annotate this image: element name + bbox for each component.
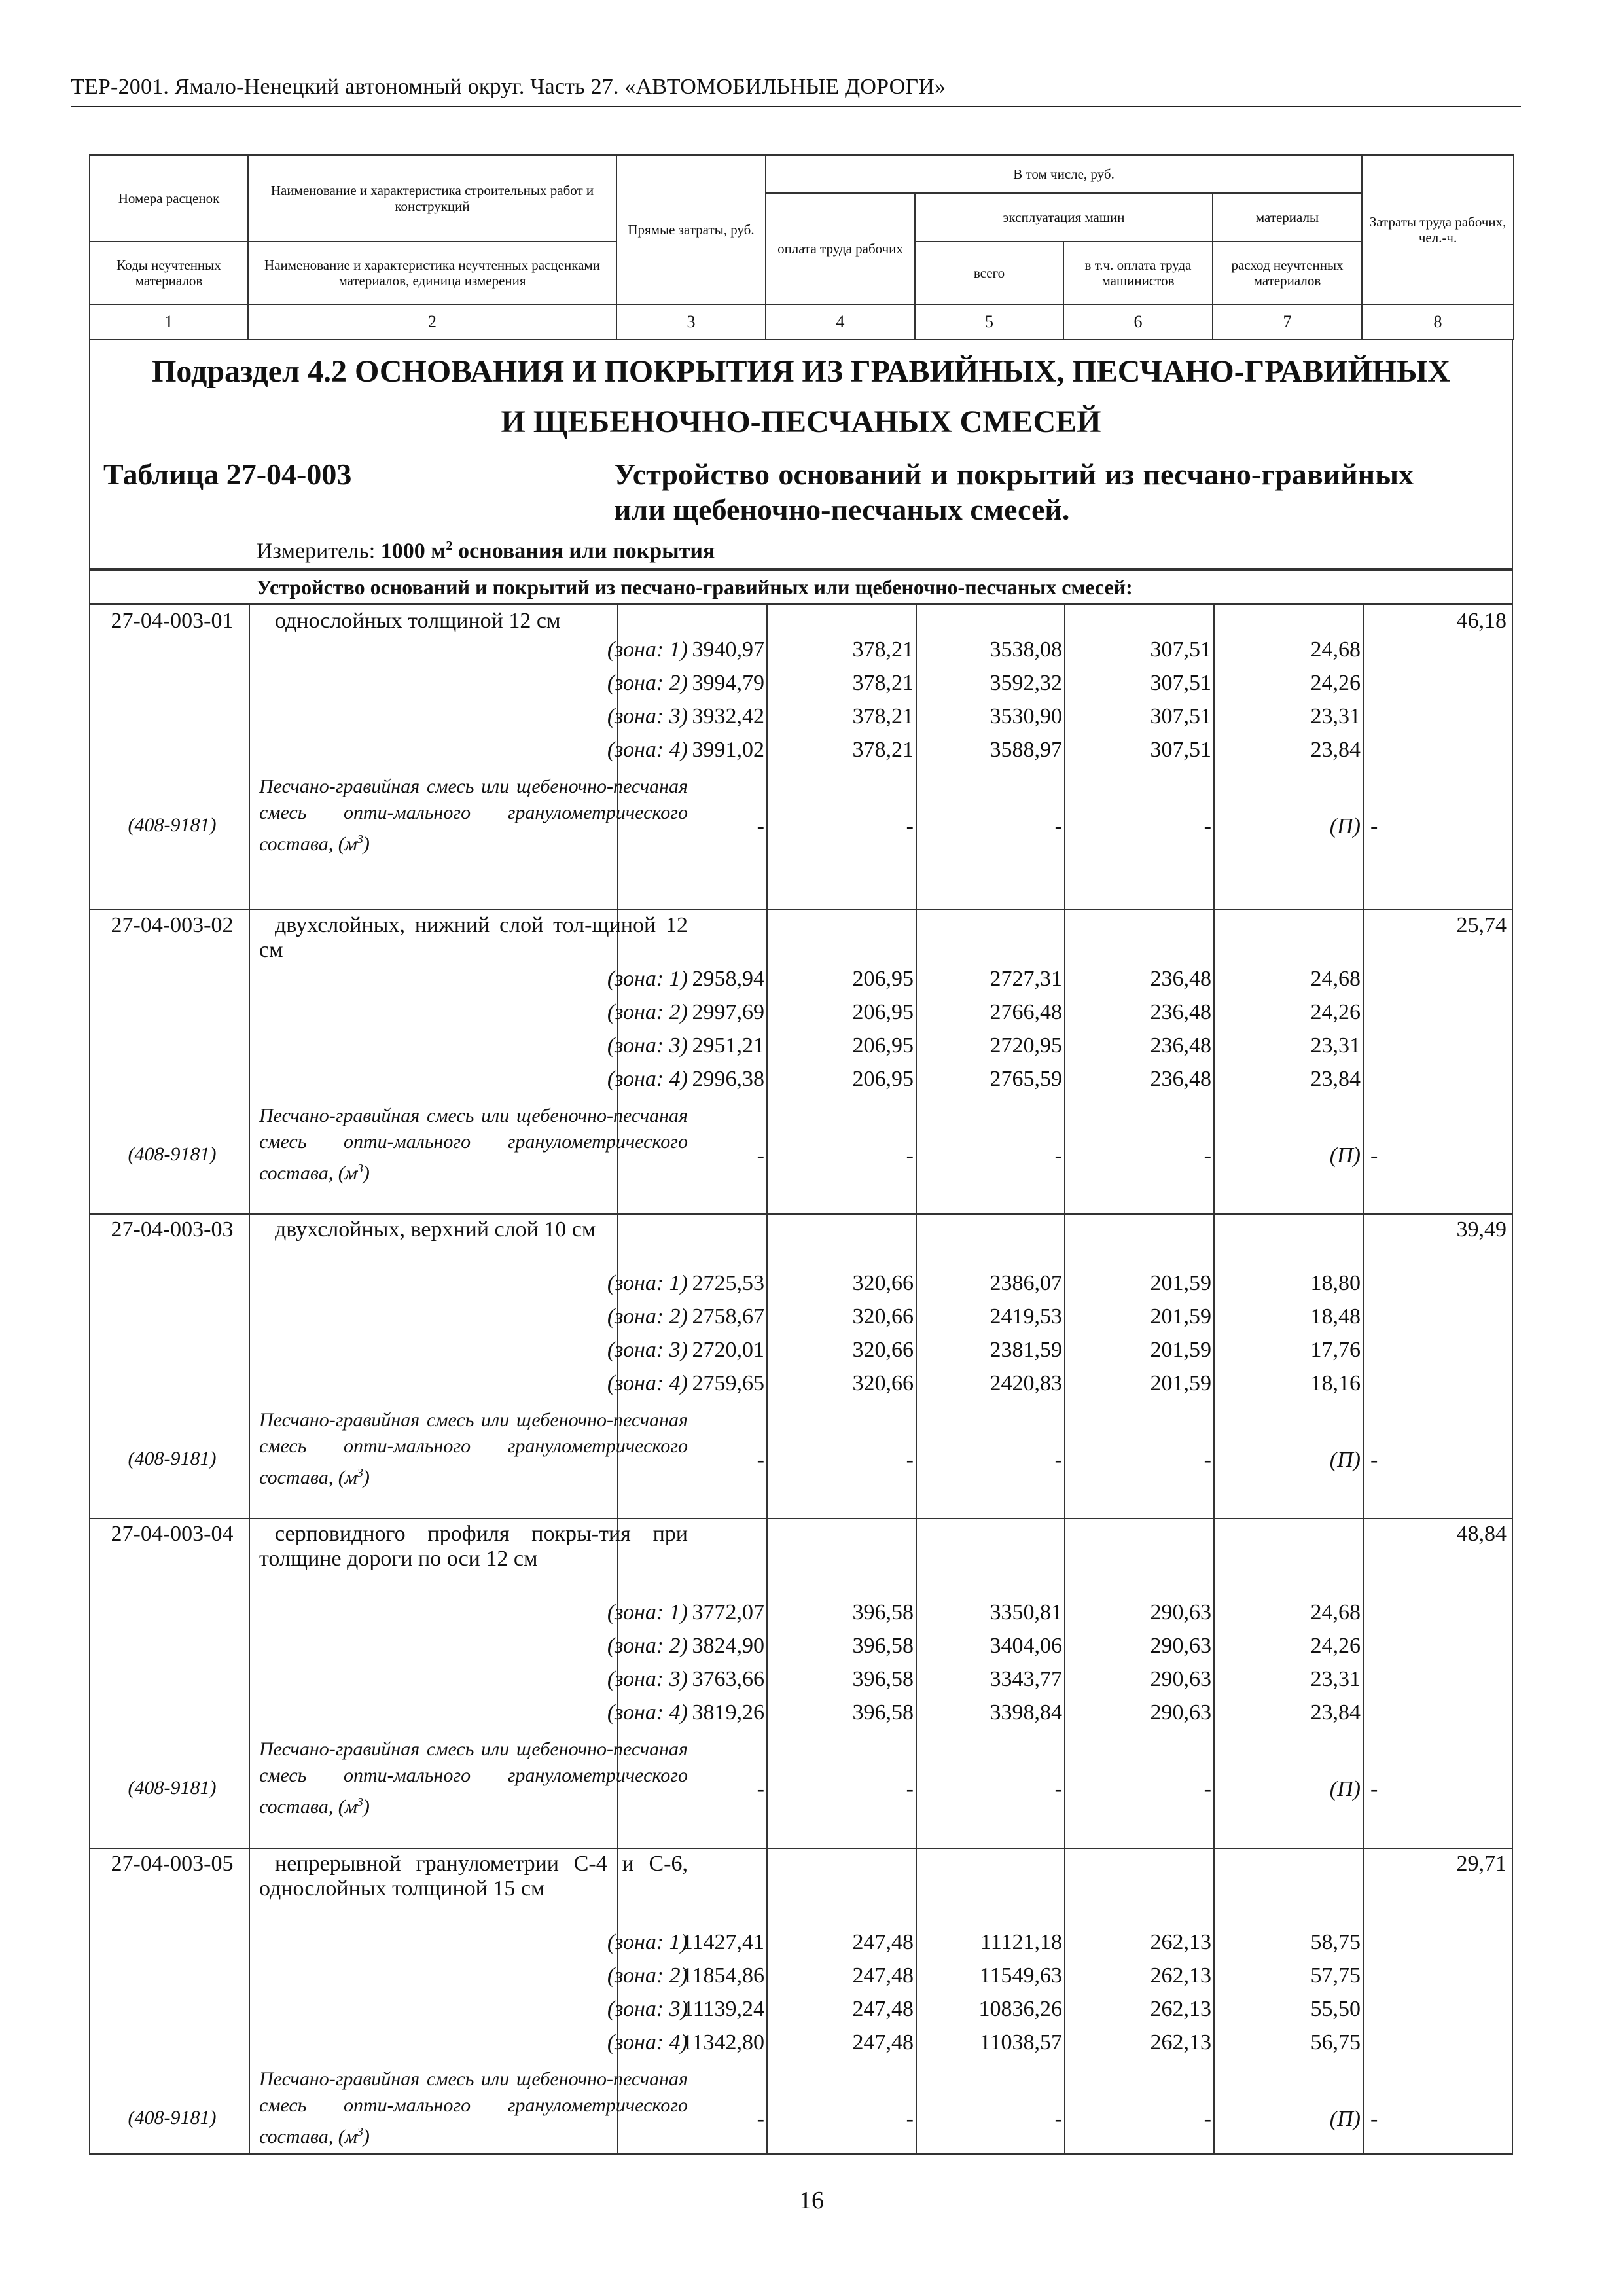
zone-value: 307,51 <box>1150 671 1211 696</box>
column-header-table <box>89 154 1514 340</box>
zone-value: 307,51 <box>1150 704 1211 729</box>
zone-value: 3588,97 <box>990 738 1062 762</box>
labor-cost: 48,84 <box>1456 1522 1507 1547</box>
zone-value: 2951,21 <box>692 1033 764 1058</box>
col-number: 6 <box>1063 304 1213 340</box>
material-text-close: ) <box>363 833 370 855</box>
zone-value: 201,59 <box>1150 1371 1211 1396</box>
zone-value: 55,50 <box>1310 1997 1361 2022</box>
zone-value: 2720,01 <box>692 1338 764 1363</box>
header-col5: всего <box>915 242 1063 304</box>
material-text: Песчано-гравийная смесь или щебеночно-песчаная смесь опти-мального гранулометрического состава, (м <box>259 1409 688 1489</box>
zone-value: 247,48 <box>852 1964 914 1988</box>
material-text-close: ) <box>363 1796 370 1818</box>
header-col8: Затраты труда рабочих, чел.-ч. <box>1362 155 1514 304</box>
section-block <box>89 340 1513 569</box>
zone-label: (зона: 2) <box>607 1634 688 1659</box>
zone-label: (зона: 1) <box>607 1271 688 1296</box>
zone-value: 11427,41 <box>681 1930 764 1955</box>
zone-value: 11342,80 <box>681 2030 764 2055</box>
zone-value: 3994,79 <box>692 671 764 696</box>
zone-value: 23,31 <box>1310 704 1361 729</box>
zone-value: 201,59 <box>1150 1338 1211 1363</box>
section-title-line2: И ЩЕБЕНОЧНО-ПЕСЧАНЫХ СМЕСЕЙ <box>501 404 1101 439</box>
zone-value: 24,68 <box>1310 1600 1361 1625</box>
zone-value: 320,66 <box>852 1304 914 1329</box>
rate-description: двухслойных, нижний слой тол-щиной 12 см <box>259 913 688 963</box>
zone-value: 23,31 <box>1310 1033 1361 1058</box>
zone-value: 247,48 <box>852 1930 914 1955</box>
material-dash: - <box>757 1143 764 1168</box>
zone-label: (зона: 3) <box>607 1997 688 2022</box>
labor-cost: 46,18 <box>1456 609 1507 634</box>
measure-sup: 2 <box>446 539 453 553</box>
zone-value: 378,21 <box>852 738 914 762</box>
measure-line <box>257 528 1512 568</box>
zone-value: 3404,06 <box>990 1634 1062 1659</box>
zone-value: 3350,81 <box>990 1600 1062 1625</box>
zone-value: 3991,02 <box>692 738 764 762</box>
header-col4: оплата труда рабочих <box>766 193 915 304</box>
material-dash: - <box>906 2107 914 2132</box>
zone-value: 320,66 <box>852 1271 914 1296</box>
material-dash: - <box>1054 814 1062 839</box>
zone-label: (зона: 4) <box>607 1700 688 1725</box>
material-dash: - <box>1370 1448 1378 1473</box>
material-dash: - <box>757 1448 764 1473</box>
material-dash: - <box>1370 1777 1378 1802</box>
material-dash: - <box>906 1143 914 1168</box>
zone-value: 2420,83 <box>990 1371 1062 1396</box>
section-title-line1: Подраздел 4.2 ОСНОВАНИЯ И ПОКРЫТИЯ ИЗ ГРАВИЙНЫХ, ПЕСЧАНО-ГРАВИЙНЫХ <box>152 354 1450 389</box>
col-number: 4 <box>766 304 915 340</box>
zone-value: 3398,84 <box>990 1700 1062 1725</box>
material-text-close: ) <box>363 2126 370 2148</box>
zone-value: 206,95 <box>852 1000 914 1025</box>
material-dash: - <box>757 2107 764 2132</box>
material-dash: - <box>1054 1777 1062 1802</box>
zone-value: 320,66 <box>852 1338 914 1363</box>
zone-label: (зона: 2) <box>607 671 688 696</box>
material-dash: - <box>1204 814 1211 839</box>
table-number: Таблица 27-04-003 <box>103 457 352 491</box>
zone-value: 2996,38 <box>692 1067 764 1092</box>
zone-label: (зона: 3) <box>607 1033 688 1058</box>
zone-value: 18,80 <box>1310 1271 1361 1296</box>
zone-value: 3772,07 <box>692 1600 764 1625</box>
rate-description: непрерывной гранулометрии С-4 и С-6, однослойных толщиной 15 см <box>259 1852 688 1901</box>
material-unit-sup: 3 <box>357 833 363 846</box>
header-col2-top: Наименование и характеристика строительных работ и конструкций <box>248 155 616 242</box>
rate-block <box>90 1213 1512 1518</box>
zone-value: 2727,31 <box>990 967 1062 992</box>
rate-block <box>90 605 1512 909</box>
zone-value: 11854,86 <box>681 1964 764 1988</box>
zone-label: (зона: 4) <box>607 1371 688 1396</box>
zone-value: 201,59 <box>1150 1304 1211 1329</box>
material-text: Песчано-гравийная смесь или щебеночно-песчаная смесь опти-мального гранулометрического состава, (м <box>259 1738 688 1818</box>
material-dash: - <box>1054 1143 1062 1168</box>
measure-label: Измеритель: <box>257 539 376 564</box>
zone-label: (зона: 4) <box>607 1067 688 1092</box>
zone-label: (зона: 1) <box>607 967 688 992</box>
zone-value: 247,48 <box>852 1997 914 2022</box>
zone-value: 23,84 <box>1310 1700 1361 1725</box>
measure-value: 1000 м <box>380 539 446 564</box>
zone-value: 206,95 <box>852 1067 914 1092</box>
zone-value: 206,95 <box>852 967 914 992</box>
material-code: (408-9181) <box>128 1777 217 1799</box>
zone-value: 17,76 <box>1310 1338 1361 1363</box>
zone-value: 378,21 <box>852 671 914 696</box>
material-unit-sup: 3 <box>357 1466 363 1480</box>
zone-value: 3932,42 <box>692 704 764 729</box>
header-machines: эксплуатация машин <box>915 193 1213 242</box>
col-number: 2 <box>248 304 616 340</box>
material-code: (408-9181) <box>128 814 217 836</box>
zone-label: (зона: 1) <box>607 637 688 662</box>
header-col1-top: Номера расценок <box>90 155 248 242</box>
material-dash: - <box>906 814 914 839</box>
material-dash: - <box>1054 2107 1062 2132</box>
rate-description: однослойных толщиной 12 см <box>275 609 561 634</box>
header-col2-bottom: Наименование и характеристика неучтенных расценками материалов, единица измерения <box>248 242 616 304</box>
zone-label: (зона: 4) <box>607 2030 688 2055</box>
labor-cost: 39,49 <box>1456 1217 1507 1242</box>
zone-label: (зона: 2) <box>607 1000 688 1025</box>
rate-block <box>90 909 1512 1213</box>
table-title <box>90 457 1512 528</box>
zone-label: (зона: 3) <box>607 704 688 729</box>
zone-value: 2759,65 <box>692 1371 764 1396</box>
rates-table-frame <box>89 154 1513 2155</box>
material-dash: - <box>1204 1143 1211 1168</box>
material-text-close: ) <box>363 1467 370 1489</box>
zone-value: 320,66 <box>852 1371 914 1396</box>
material-p-mark: (П) <box>1329 1448 1361 1473</box>
rate-code: 27-04-003-03 <box>111 1217 234 1242</box>
zone-value: 58,75 <box>1310 1930 1361 1955</box>
col-number: 8 <box>1362 304 1514 340</box>
col-number: 7 <box>1213 304 1362 340</box>
zone-value: 236,48 <box>1150 1067 1211 1092</box>
zone-value: 378,21 <box>852 637 914 662</box>
zone-label: (зона: 1) <box>607 1930 688 1955</box>
zone-value: 201,59 <box>1150 1271 1211 1296</box>
material-dash: - <box>1370 2107 1378 2132</box>
zone-value: 24,68 <box>1310 967 1361 992</box>
rate-block <box>90 1848 1512 2178</box>
material-text: Песчано-гравийная смесь или щебеночно-песчаная смесь опти-мального гранулометрического состава, (м <box>259 1105 688 1185</box>
header-rule <box>71 106 1521 107</box>
zone-value: 11121,18 <box>980 1930 1062 1955</box>
zone-label: (зона: 2) <box>607 1304 688 1329</box>
zone-value: 2758,67 <box>692 1304 764 1329</box>
material-p-mark: (П) <box>1329 2107 1361 2132</box>
zone-value: 206,95 <box>852 1033 914 1058</box>
labor-cost: 25,74 <box>1456 913 1507 938</box>
zone-value: 3343,77 <box>990 1667 1062 1692</box>
zone-value: 56,75 <box>1310 2030 1361 2055</box>
zone-label: (зона: 4) <box>607 738 688 762</box>
zone-value: 2419,53 <box>990 1304 1062 1329</box>
rates-subheading: Устройство оснований и покрытий из песчано-гравийных или щебеночно-песчаных смесей: <box>90 571 1512 605</box>
col-number: 1 <box>90 304 248 340</box>
material-unit-sup: 3 <box>357 1162 363 1175</box>
material-dash: - <box>1370 1143 1378 1168</box>
zone-value: 2720,95 <box>990 1033 1062 1058</box>
zone-value: 262,13 <box>1150 1930 1211 1955</box>
material-dash: - <box>757 1777 764 1802</box>
zone-value: 307,51 <box>1150 637 1211 662</box>
zone-value: 11549,63 <box>979 1964 1062 1988</box>
material-dash: - <box>1204 1777 1211 1802</box>
material-code: (408-9181) <box>128 1448 217 1470</box>
zone-value: 307,51 <box>1150 738 1211 762</box>
material-code: (408-9181) <box>128 1143 217 1166</box>
rates-body <box>89 569 1513 2155</box>
material-dash: - <box>906 1777 914 1802</box>
measure-rest: основания или покрытия <box>458 539 715 564</box>
zone-value: 2766,48 <box>990 1000 1062 1025</box>
zone-value: 290,63 <box>1150 1667 1211 1692</box>
zone-value: 396,58 <box>852 1600 914 1625</box>
material-code: (408-9181) <box>128 2107 217 2129</box>
zone-value: 236,48 <box>1150 1000 1211 1025</box>
rate-code: 27-04-003-05 <box>111 1852 234 1876</box>
zone-value: 23,84 <box>1310 1067 1361 1092</box>
header-col1-bottom: Коды неучтенных материалов <box>90 242 248 304</box>
material-dash: - <box>906 1448 914 1473</box>
zone-value: 396,58 <box>852 1700 914 1725</box>
zone-value: 3763,66 <box>692 1667 764 1692</box>
zone-value: 262,13 <box>1150 2030 1211 2055</box>
zone-value: 2765,59 <box>990 1067 1062 1092</box>
zone-label: (зона: 3) <box>607 1667 688 1692</box>
zone-value: 3592,32 <box>990 671 1062 696</box>
zone-value: 3819,26 <box>692 1700 764 1725</box>
zone-label: (зона: 2) <box>607 1964 688 1988</box>
header-incl: В том числе, руб. <box>766 155 1362 193</box>
zone-value: 18,48 <box>1310 1304 1361 1329</box>
material-unit-sup: 3 <box>357 2125 363 2139</box>
zone-value: 3530,90 <box>990 704 1062 729</box>
zone-value: 247,48 <box>852 2030 914 2055</box>
material-text: Песчано-гравийная смесь или щебеночно-песчаная смесь опти-мального гранулометрического состава, (м <box>259 776 688 855</box>
material-p-mark: (П) <box>1329 814 1361 839</box>
material-text: Песчано-гравийная смесь или щебеночно-песчаная смесь опти-мального гранулометрического состава, (м <box>259 2068 688 2148</box>
zone-value: 396,58 <box>852 1634 914 1659</box>
zone-value: 24,26 <box>1310 1000 1361 1025</box>
zone-value: 3538,08 <box>990 637 1062 662</box>
zone-value: 23,31 <box>1310 1667 1361 1692</box>
material-dash: - <box>1204 2107 1211 2132</box>
zone-value: 24,68 <box>1310 637 1361 662</box>
material-dash: - <box>1204 1448 1211 1473</box>
zone-value: 396,58 <box>852 1667 914 1692</box>
zone-value: 290,63 <box>1150 1700 1211 1725</box>
zone-value: 378,21 <box>852 704 914 729</box>
zone-value: 262,13 <box>1150 1997 1211 2022</box>
zone-value: 11139,24 <box>683 1997 764 2022</box>
zone-value: 236,48 <box>1150 967 1211 992</box>
material-p-mark: (П) <box>1329 1777 1361 1802</box>
zone-label: (зона: 3) <box>607 1338 688 1363</box>
column-number-row <box>90 304 1514 340</box>
rate-description: серповидного профиля покры-тия при толщине дороги по оси 12 см <box>259 1522 688 1571</box>
col-number: 5 <box>915 304 1063 340</box>
col-number: 3 <box>616 304 766 340</box>
zone-value: 290,63 <box>1150 1600 1211 1625</box>
zone-value: 290,63 <box>1150 1634 1211 1659</box>
zone-value: 2725,53 <box>692 1271 764 1296</box>
zone-value: 3940,97 <box>692 637 764 662</box>
rate-code: 27-04-003-02 <box>111 913 234 938</box>
zone-value: 2381,59 <box>990 1338 1062 1363</box>
page-number: 16 <box>799 2187 824 2214</box>
zone-value: 262,13 <box>1150 1964 1211 1988</box>
zone-value: 2958,94 <box>692 967 764 992</box>
zone-value: 18,16 <box>1310 1371 1361 1396</box>
header-materials: материалы <box>1213 193 1362 242</box>
material-dash: - <box>1054 1448 1062 1473</box>
rate-code: 27-04-003-04 <box>111 1522 234 1547</box>
zone-value: 236,48 <box>1150 1033 1211 1058</box>
zone-value: 57,75 <box>1310 1964 1361 1988</box>
zone-value: 10836,26 <box>978 1997 1062 2022</box>
labor-cost: 29,71 <box>1456 1852 1507 1876</box>
header-col6: в т.ч. оплата труда машинистов <box>1063 242 1213 304</box>
zone-value: 2386,07 <box>990 1271 1062 1296</box>
material-text-close: ) <box>363 1162 370 1185</box>
material-dash: - <box>1370 814 1378 839</box>
header-col3: Прямые затраты, руб. <box>616 155 766 304</box>
rate-code: 27-04-003-01 <box>111 609 234 634</box>
zone-value: 11038,57 <box>979 2030 1062 2055</box>
material-unit-sup: 3 <box>357 1795 363 1809</box>
zone-value: 24,26 <box>1310 1634 1361 1659</box>
zone-value: 23,84 <box>1310 738 1361 762</box>
rate-description: двухслойных, верхний слой 10 см <box>275 1217 596 1242</box>
zone-value: 2997,69 <box>692 1000 764 1025</box>
material-p-mark: (П) <box>1329 1143 1361 1168</box>
material-dash: - <box>757 814 764 839</box>
zone-label: (зона: 1) <box>607 1600 688 1625</box>
zone-value: 3824,90 <box>692 1634 764 1659</box>
zone-value: 24,26 <box>1310 671 1361 696</box>
rate-block <box>90 1518 1512 1848</box>
running-header: ТЕР-2001. Ямало-Ненецкий автономный округ. Часть 27. «АВТОМОБИЛЬНЫЕ ДОРОГИ» <box>71 75 946 99</box>
header-col7: расход неучтенных материалов <box>1213 242 1362 304</box>
table-description: Устройство оснований и покрытий из песчано-гравийных или щебеночно-песчаных смесей. <box>614 457 1414 526</box>
